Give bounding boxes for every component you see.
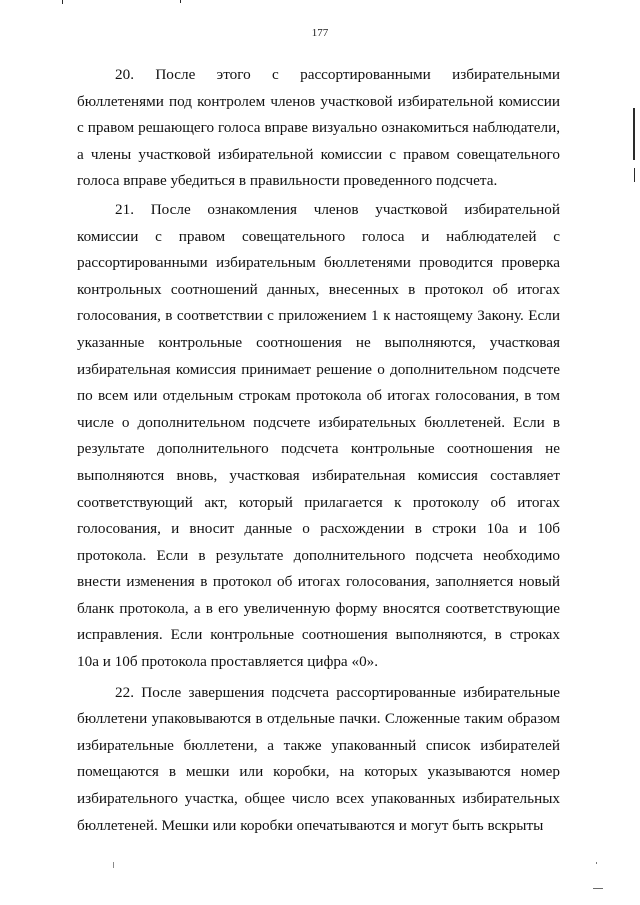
- page-number: 177: [311, 27, 329, 39]
- paragraph-21: 21. После ознакомления членов участковой избирательной комиссии с правом совещательного голоса и наблюдателей с рассортированными избирательным бюллетенями проводится проверка контрольных соотношений данных, внесенных в протокол об итогах голосования, в соответствии с приложением 1 к настоящему Закону. Если указанные контрольные соотношения не выполняются, участковая избирательная комиссия принимает решение о дополнительном подсчете по всем или отдельным строкам протокола об итогах голосования, в том числе о дополнительном подсчете избирательных бюллетеней. Если в результате дополнительного подсчета контрольные соотношения не выполняются вновь, участковая избирательная комиссия составляет соответствующий акт, который прилагается к протоколу об итогах голосования, и вносит данные о расхождении в строки 10а и 10б протокола. Если в результате дополнительного подсчета необходимо внести изменения в протокол об итогах голосования, заполняется новый бланк протокола, а в его увеличенную форму вносятся соответствующие исправления. Если контрольные соотношения выполняются, в строках 10а и 10б протокола проставляется цифра «0».: [77, 200, 560, 671]
- scan-artifact: [113, 862, 114, 868]
- scan-artifact: [634, 168, 635, 182]
- scan-artifact: [633, 108, 635, 160]
- paragraph-20: 20. После этого с рассортированными избирательными бюллетенями под контролем членов участковой избирательной комиссии с правом решающего голоса вправе визуально ознакомиться наблюдатели, а члены участковой избирательной комиссии с правом совещательного голоса вправе убедиться в правильности проведенного подсчета.: [77, 66, 560, 190]
- scan-artifact: [180, 0, 181, 3]
- document-body: [77, 62, 560, 839]
- scan-artifact: [596, 862, 597, 864]
- scan-artifact: [62, 0, 63, 4]
- paragraph-22: 22. После завершения подсчета рассортированные избирательные бюллетени упаковываются в отдельные пачки. Сложенные таким образом избирательные бюллетени, а также упакованный список избирателей помещаются в мешки или коробки, на которых указываются номер избирательного участка, общее число всех упакованных избирательных бюллетеней. Мешки или коробки опечатываются и могут быть вскрыты: [77, 683, 560, 834]
- scan-artifact: [593, 888, 603, 889]
